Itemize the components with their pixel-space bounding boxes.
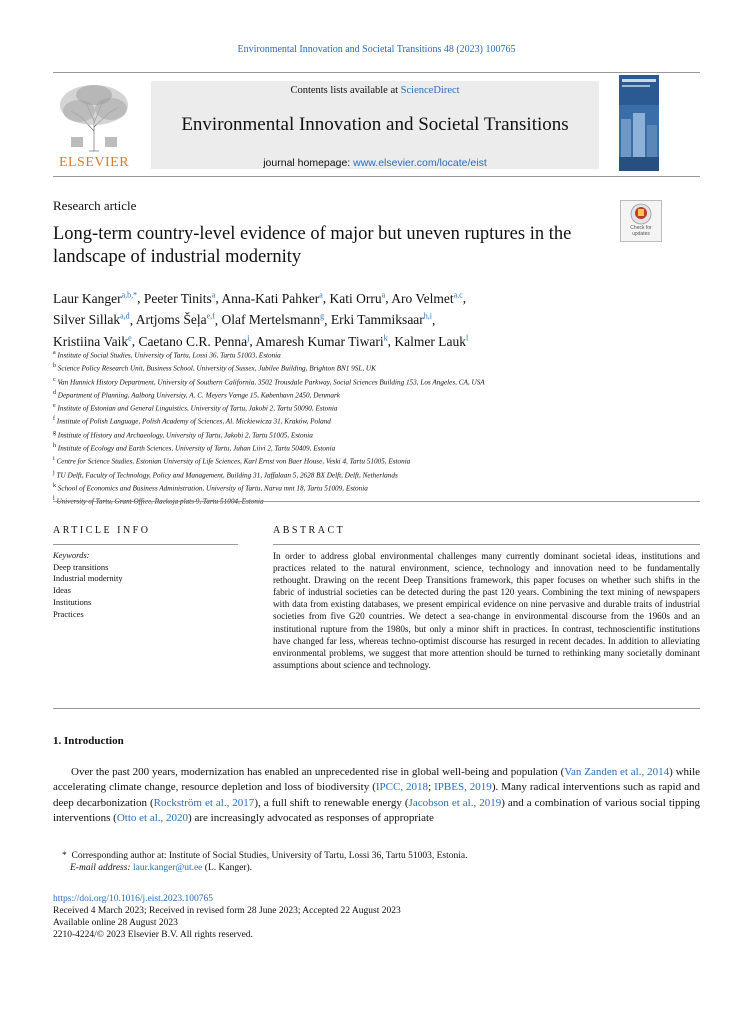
affiliation-marker: g bbox=[53, 429, 56, 436]
text-run: ) while accelerating climate change, resource depletion and loss of biodiversity ( bbox=[53, 766, 701, 794]
author[interactable] bbox=[53, 334, 132, 349]
keywords-block bbox=[53, 550, 123, 620]
author-affiliation-marker[interactable]: l bbox=[466, 333, 469, 342]
affiliation-marker: b bbox=[53, 363, 56, 370]
author-name: Erki Tammiksaar bbox=[330, 312, 424, 327]
keyword: Practices bbox=[53, 608, 84, 619]
affiliation bbox=[53, 388, 693, 401]
keyword: Institutions bbox=[53, 596, 92, 607]
check-updates-line1: Check for bbox=[630, 225, 652, 231]
citation-link[interactable]: Jacobson et al., 2019 bbox=[408, 796, 502, 809]
contents-prefix: Contents lists available at bbox=[290, 85, 401, 96]
affiliation bbox=[53, 348, 693, 361]
keyword: Deep transitions bbox=[53, 561, 109, 572]
affiliation-text: Science Policy Research Unit, Business School, University of Sussex, Jubilee Building, Brighton BN1 9SL, UK bbox=[57, 364, 376, 373]
author-affiliation-marker[interactable]: a,d bbox=[120, 311, 130, 321]
affiliation-marker: l bbox=[53, 496, 55, 503]
abstract-divider bbox=[273, 544, 700, 545]
author-affiliation-marker[interactable]: k bbox=[383, 333, 388, 342]
author[interactable] bbox=[136, 312, 215, 327]
article-info-heading: ARTICLE INFO bbox=[53, 525, 151, 536]
corresponding-line bbox=[62, 850, 662, 862]
citation-link[interactable]: IPBES, 2019 bbox=[434, 781, 492, 794]
homepage-link[interactable]: www.elsevier.com/locate/eist bbox=[353, 157, 487, 169]
author-affiliation-marker[interactable]: a bbox=[211, 290, 216, 299]
affiliation-text: Van Hunnick History Department, University of Southern California, 3502 Trousdale Parkway, Social Sciences Building 153, Los Angeles, CA, USA bbox=[57, 377, 485, 386]
check-for-updates-button[interactable] bbox=[620, 200, 662, 242]
section-heading-introduction: 1. Introduction bbox=[53, 735, 124, 747]
author[interactable] bbox=[391, 291, 462, 306]
abstract-heading: ABSTRACT bbox=[273, 525, 346, 536]
publisher-name: ELSEVIER bbox=[58, 155, 130, 170]
introduction-paragraph bbox=[53, 765, 700, 827]
article-type: Research article bbox=[53, 198, 137, 213]
affiliation-marker: e bbox=[53, 403, 56, 410]
author[interactable] bbox=[138, 334, 249, 349]
affiliation bbox=[53, 428, 693, 441]
author-name: Kalmer Lauk bbox=[394, 333, 467, 349]
citation-link[interactable]: IPCC, 2018 bbox=[375, 781, 429, 794]
author-list: Laur Kanger$^{a,b,*}$, Peeter Tinits$^a$, Anna-Kati Pahker$^a$, Kati Orru$^a$, Aro Velmet$^{a,c}$, Silver Sillak$^{a,d}$, Artjoms Šeļa$^{e,f}$, Olaf Mertelsmann$^g$, Erki Tammiksaar$^{h,i}$, Kristiina Vaik$^e$, Caetano C.R. Penna$^j$, Amaresh Kumar Tiwari$^k$, Kalmer Lauk$^l$ bbox=[53, 290, 469, 349]
journal-title: Environmental Innovation and Societal Transitions bbox=[181, 114, 569, 135]
affiliation-marker: h bbox=[53, 443, 56, 450]
author-name: Caetano C.R. Penna bbox=[138, 333, 248, 349]
affiliation bbox=[53, 361, 693, 374]
abstract-bottom-divider bbox=[53, 708, 700, 709]
affiliation bbox=[53, 375, 693, 388]
journal-cover-thumbnail[interactable] bbox=[619, 75, 659, 171]
author[interactable] bbox=[331, 312, 432, 327]
section-divider bbox=[53, 501, 700, 502]
affiliation bbox=[53, 414, 693, 427]
text-run: Over the past 200 years, modernization has enabled an unprecedented rise in global well-being and population ( bbox=[71, 766, 565, 778]
affiliation-marker: k bbox=[53, 482, 56, 489]
author-name: Silver Sillak bbox=[53, 312, 121, 327]
check-updates-line2: updates bbox=[632, 231, 650, 237]
author-name: Artjoms Šeļa bbox=[135, 312, 207, 327]
journal-cover-icon bbox=[619, 75, 659, 171]
affiliation-marker: f bbox=[53, 416, 55, 423]
author-affiliation-marker[interactable]: h,i bbox=[423, 311, 433, 321]
article-title: Long-term country-level evidence of major but uneven ruptures in the landscape of industrial modernity bbox=[53, 224, 572, 267]
contents-line bbox=[151, 85, 599, 96]
affiliation-marker: a bbox=[53, 350, 56, 356]
keyword: Ideas bbox=[53, 585, 71, 596]
elsevier-logo[interactable] bbox=[53, 81, 135, 173]
text-run: ). Many radical interventions such as rapid and deep decarbonization ( bbox=[53, 781, 700, 809]
journal-header bbox=[53, 72, 700, 177]
affiliation-marker: i bbox=[53, 456, 55, 463]
affiliation-text: Institute of Social Studies, University of Tartu, Lossi 36, Tartu 51003, Estonia bbox=[57, 351, 281, 360]
author-name: Peeter Tinits bbox=[143, 290, 212, 306]
check-updates-label bbox=[621, 225, 661, 237]
elsevier-tree-icon bbox=[53, 81, 135, 153]
author-name: Kristiina Vaik bbox=[53, 333, 129, 349]
author-name: Aro Velmet bbox=[391, 290, 454, 306]
author-name: Kati Orru bbox=[329, 290, 382, 306]
author-affiliation-marker[interactable]: a,c bbox=[453, 290, 463, 299]
available-online: Available online 28 August 2023 bbox=[53, 918, 178, 928]
citation-link[interactable]: Van Zanden et al., 2014 bbox=[564, 766, 670, 778]
author-affiliation-marker[interactable]: a bbox=[319, 290, 323, 299]
author[interactable] bbox=[394, 334, 468, 349]
author-name: Amaresh Kumar Tiwari bbox=[255, 333, 384, 349]
author[interactable] bbox=[222, 312, 325, 327]
journal-reference[interactable]: Environmental Innovation and Societal Transitions 48 (2023) 100765 bbox=[237, 44, 516, 55]
affiliation-marker: j bbox=[53, 469, 55, 476]
author-name: Olaf Mertelsmann bbox=[221, 312, 321, 327]
author-name: Anna-Kati Pahker bbox=[221, 290, 320, 306]
affiliation bbox=[53, 468, 693, 481]
author[interactable] bbox=[53, 291, 137, 306]
author[interactable] bbox=[144, 291, 215, 306]
citation-link[interactable]: Otto et al., 2020 bbox=[116, 812, 189, 825]
email-label: E-mail address: bbox=[70, 863, 133, 873]
email-suffix: (L. Kanger). bbox=[202, 863, 252, 873]
text-run: ) and a combination of various social tipping interventions ( bbox=[53, 796, 701, 825]
publication-info bbox=[53, 893, 653, 941]
text-run: ; bbox=[428, 781, 435, 794]
article-info-divider bbox=[53, 544, 238, 545]
author[interactable] bbox=[330, 291, 386, 306]
affiliation-marker: c bbox=[53, 376, 56, 383]
author-affiliation-marker[interactable]: g bbox=[320, 311, 325, 321]
check-updates-icon bbox=[630, 203, 652, 225]
author-affiliation-marker[interactable]: a bbox=[381, 290, 386, 299]
corresponding-author-footnote bbox=[62, 850, 662, 874]
affiliation-marker: d bbox=[53, 389, 56, 396]
author[interactable] bbox=[255, 334, 387, 349]
author-affiliation-marker[interactable]: e bbox=[128, 333, 132, 342]
affiliation-text: School of Economics and Business Administration, University of Tartu, Narva mnt 18, Tartu 51009, Estonia bbox=[57, 484, 368, 493]
author-affiliation-marker[interactable]: e,f bbox=[206, 311, 215, 321]
author[interactable] bbox=[221, 291, 322, 306]
text-run: ), a full shift to renewable energy ( bbox=[254, 796, 409, 809]
affiliation-text: Centre for Science Studies, Estonian University of Life Sciences, Karl Ernst von Baer House, Veski 4, Tartu 51005, Estonia bbox=[56, 457, 411, 466]
keyword: Industrial modernity bbox=[53, 573, 123, 584]
affiliation-text: Institute of Estonian and General Linguistics, University of Tartu, Jakobi 2, Tartu 50090, Estonia bbox=[57, 404, 338, 413]
email-link[interactable]: laur.kanger@ut.ee bbox=[132, 863, 203, 873]
affiliation-text: Institute of Polish Language, Polish Academy of Sciences, Al. Mickiewicza 31, Kraków, Poland bbox=[56, 417, 331, 426]
affiliation-text: TU Delft, Faculty of Technology, Policy and Management, Building 31, Jaffalaan 5, 2628 BX Delft, Delft, Netherlands bbox=[56, 471, 398, 480]
affiliation bbox=[53, 401, 693, 414]
affiliation bbox=[53, 454, 693, 467]
homepage-line bbox=[151, 157, 599, 169]
doi-link[interactable]: https://doi.org/10.1016/j.eist.2023.100765 bbox=[53, 894, 214, 904]
affiliation bbox=[53, 481, 693, 494]
author-name: Laur Kanger bbox=[53, 290, 122, 306]
journal-banner bbox=[151, 81, 599, 169]
author[interactable] bbox=[53, 312, 130, 327]
keywords-label: Keywords: bbox=[53, 550, 90, 560]
sciencedirect-link[interactable]: ScienceDirect bbox=[400, 85, 460, 96]
corresponding-text: Corresponding author at: Institute of Social Studies, University of Tartu, Lossi 36, Tartu 51003, Estonia. bbox=[71, 851, 468, 861]
citation-link[interactable]: Rockström et al., 2017 bbox=[153, 796, 255, 809]
affiliation bbox=[53, 441, 693, 454]
email-line bbox=[62, 862, 662, 874]
homepage-label: journal homepage: bbox=[263, 157, 354, 169]
abstract-text: In order to address global environmental challenges many currently dominant societal ideas, institutions and practices related to the natural environment, science, technology and innovation need to be fundamentally rethought. Drawing on the recent Deep Transitions framework, this paper focuses on whether such shifts in the fabric of industrial societies can be detected during the past 120 years. Combining the text mining of newspapers with data from existing databases, we present empirical evidence on nine pervasive and durable traits of industrial societies from five G20 countries. We detect a sea-change in environmental discourse from the 1960s and an institutional rupture from the 1980s, but only a minor shift in practices. In contrast, technoscientific institutions have changed far less, whereas techno-optimist discourse has resurged in recent decades. In addition to alleviating environmental problems, we suggest that more attention should be turned to rethinking many societally dominant assumptions about science and technology. bbox=[273, 551, 700, 670]
received-dates: Received 4 March 2023; Received in revised form 28 June 2023; Accepted 22 August 2023 bbox=[53, 906, 401, 916]
affiliation-text: Department of Planning, Aalborg University, A. C. Meyers Vænge 15, København 2450, Denmark bbox=[57, 391, 340, 400]
author-affiliation-marker[interactable]: a,b,* bbox=[121, 290, 138, 299]
author-affiliation-marker[interactable]: j bbox=[247, 333, 250, 342]
footnote-star: * bbox=[62, 851, 67, 861]
affiliation-list bbox=[53, 348, 693, 508]
copyright: 2210-4224/© 2023 Elsevier B.V. All rights reserved. bbox=[53, 930, 253, 940]
affiliation-text: Institute of History and Archaeology, University of Tartu, Jakobi 2, Tartu 51005, Estonia bbox=[57, 431, 313, 440]
affiliation-text: Institute of Ecology and Earth Sciences, University of Tartu, Juhan Liivi 2, Tartu 50409, Estonia bbox=[57, 444, 336, 453]
text-run: ) are increasingly advocated as responses of appropriate bbox=[188, 812, 434, 825]
